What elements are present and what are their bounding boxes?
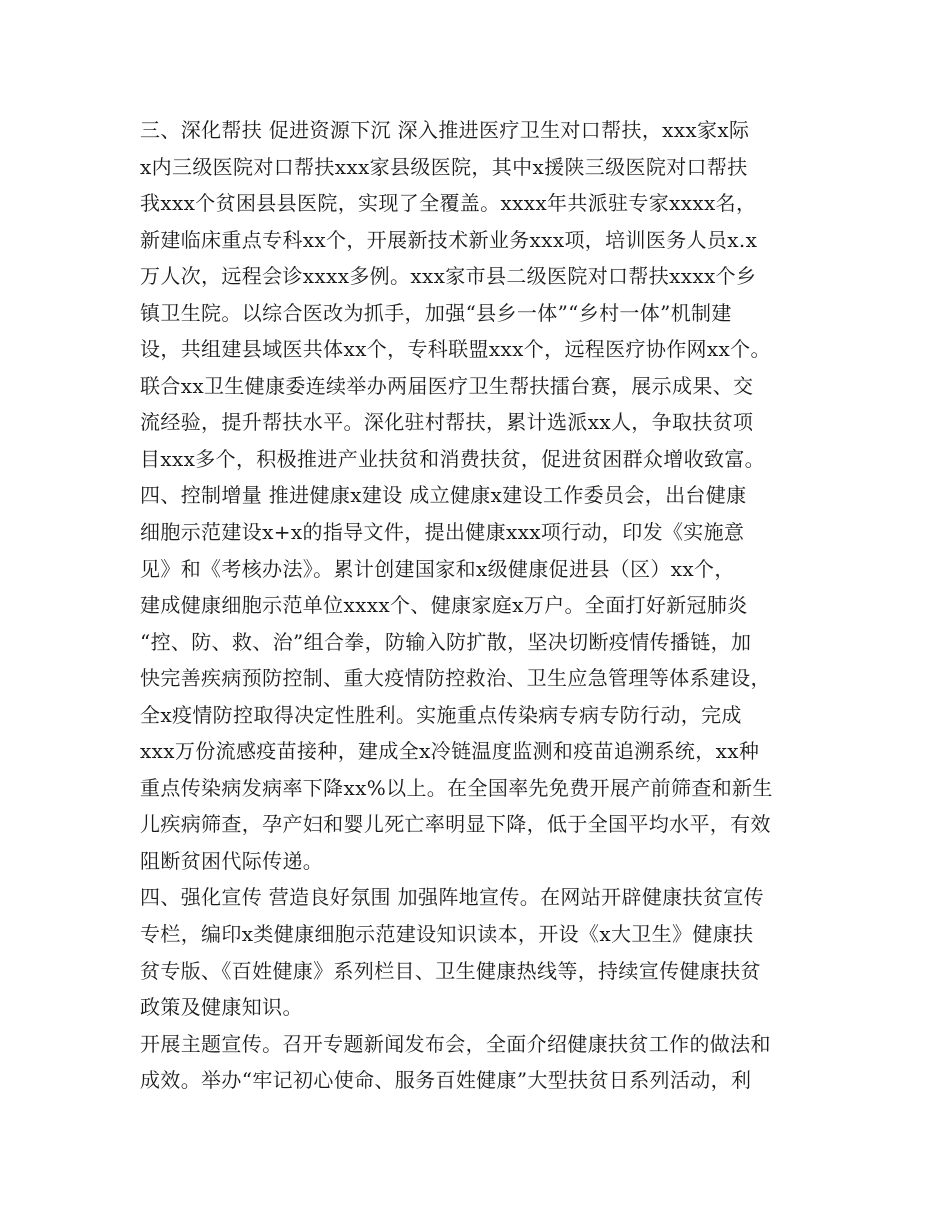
document-page bbox=[140, 112, 820, 1099]
text-line: 儿疾病筛查，孕产妇和婴儿死亡率明显下降，低于全国平均水平，有效 bbox=[140, 812, 771, 837]
text-line: 流经验，提升帮扶水平。深化驻村帮扶，累计选派xx人，争取扶贫项 bbox=[140, 410, 754, 435]
text-line: 快完善疾病预防控制、重大疫情防控救治、卫生应急管理等体系建设， bbox=[140, 666, 771, 691]
text-line: x内三级医院对口帮扶xxx家县级医院，其中x援陕三级医院对口帮扶 bbox=[140, 154, 748, 179]
text-line: 贫专版、《百姓健康》系列栏目、卫生健康热线等，持续宣传健康扶贫 bbox=[140, 958, 761, 983]
text-line: 见》和《考核办法》。累计创建国家和x级健康促进县（区）xx个， bbox=[140, 556, 735, 581]
text-line: “控、防、救、治”组合拳，防输入防扩散，坚决切断疫情传播链，加 bbox=[140, 629, 752, 654]
text-line: 我xxx个贫困县县医院，实现了全覆盖。xxxx年共派驻专家xxxx名， bbox=[140, 191, 757, 216]
text-line: 联合xx卫生健康委连续举办两届医疗卫生帮扶擂台赛，展示成果、交 bbox=[140, 373, 754, 398]
text-line: 政策及健康知识。 bbox=[140, 995, 303, 1020]
text-line: 四、控制增量 推进健康x建设 成立健康x建设工作委员会，出台健康 bbox=[140, 483, 747, 508]
text-line: 目xxx多个，积极推进产业扶贫和消费扶贫，促进贫困群众增收致富。 bbox=[140, 446, 766, 471]
text-line: 新建临床重点专科xx个，开展新技术新业务xxx项，培训医务人员x.x bbox=[140, 227, 758, 252]
text-line: 重点传染病发病率下降xx%以上。在全国率先免费开展产前筛查和新生 bbox=[140, 775, 773, 800]
text-line: 建成健康细胞示范单位xxxx个、健康家庭x万户。全面打好新冠肺炎 bbox=[140, 593, 748, 618]
text-line: 全x疫情防控取得决定性胜利。实施重点传染病专病专防行动，完成 bbox=[140, 702, 742, 727]
text-line: 镇卫生院。以综合医改为抓手，加强“县乡一体”“乡村一体”机制建 bbox=[140, 300, 732, 325]
text-line: 万人次，远程会诊xxxx多例。xxx家市县二级医院对口帮扶xxxx个乡 bbox=[140, 264, 757, 289]
text-line: 阻断贫困代际传递。 bbox=[140, 848, 324, 873]
text-line: xxx万份流感疫苗接种，建成全x冷链温度监测和疫苗追溯系统，xx种 bbox=[140, 739, 760, 764]
text-line: 设，共组建县域医共体xx个，专科联盟xxx个，远程医疗协作网xx个。 bbox=[140, 337, 771, 362]
text-line: 细胞示范建设x+x的指导文件，提出健康xxx项行动，印发《实施意 bbox=[140, 520, 745, 545]
text-line: 四、强化宣传 营造良好氛围 加强阵地宣传。在网站开辟健康扶贫宣传 bbox=[140, 885, 764, 910]
text-line: 专栏，编印x类健康细胞示范建设知识读本，开设《x大卫生》健康扶 bbox=[140, 922, 754, 947]
text-line: 三、深化帮扶 促进资源下沉 深入推进医疗卫生对口帮扶，xxx家x际 bbox=[140, 118, 750, 142]
text-line: 开展主题宣传。召开专题新闻发布会，全面介绍健康扶贫工作的做法和 bbox=[140, 1031, 771, 1056]
text-line: 成效。举办“牢记初心使命、服务百姓健康”大型扶贫日系列活动，利 bbox=[140, 1068, 752, 1093]
